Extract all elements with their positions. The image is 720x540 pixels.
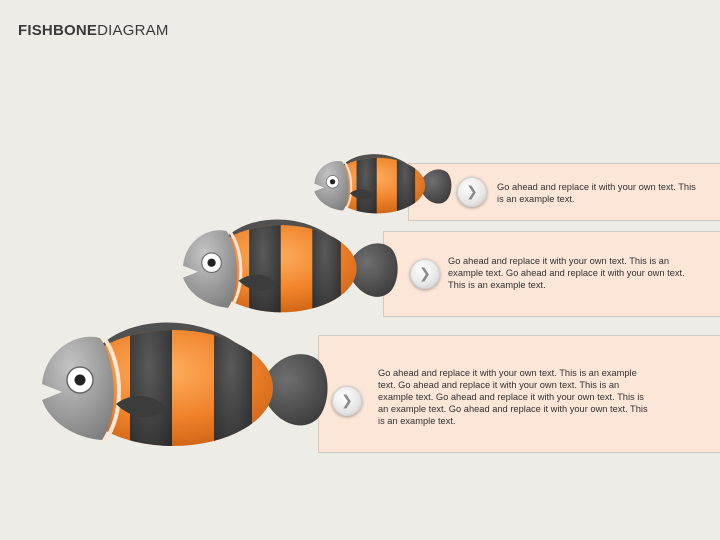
title-light: DIAGRAM (97, 22, 169, 39)
chevron-button-1[interactable] (457, 177, 487, 207)
fish-icon-medium (180, 216, 398, 329)
chevron-right-icon: ❯ (341, 393, 353, 409)
fish-icon-large (38, 318, 328, 468)
row-text-2: Go ahead and replace it with your own text. This is an example text. Go ahead and replace it with your own text. This is an example text. (448, 256, 685, 290)
chevron-right-icon: ❯ (419, 266, 431, 282)
row-text-1: Go ahead and replace it with your own text. This is an example text. (497, 182, 696, 204)
page-title (18, 22, 169, 39)
row-text-3: Go ahead and replace it with your own text. This is an example text. Go ahead and replace it with your own text. This is an example text. Go ahead and replace it with your own text. This is an example text. Go ahead and replace it with your own text. This is an example text. (378, 368, 648, 426)
chevron-button-3[interactable] (332, 386, 362, 416)
chevron-right-icon: ❯ (466, 184, 478, 200)
title-bold: FISHBONE (18, 22, 98, 39)
chevron-button-2[interactable] (410, 259, 440, 289)
fish-icon-small (312, 152, 452, 224)
